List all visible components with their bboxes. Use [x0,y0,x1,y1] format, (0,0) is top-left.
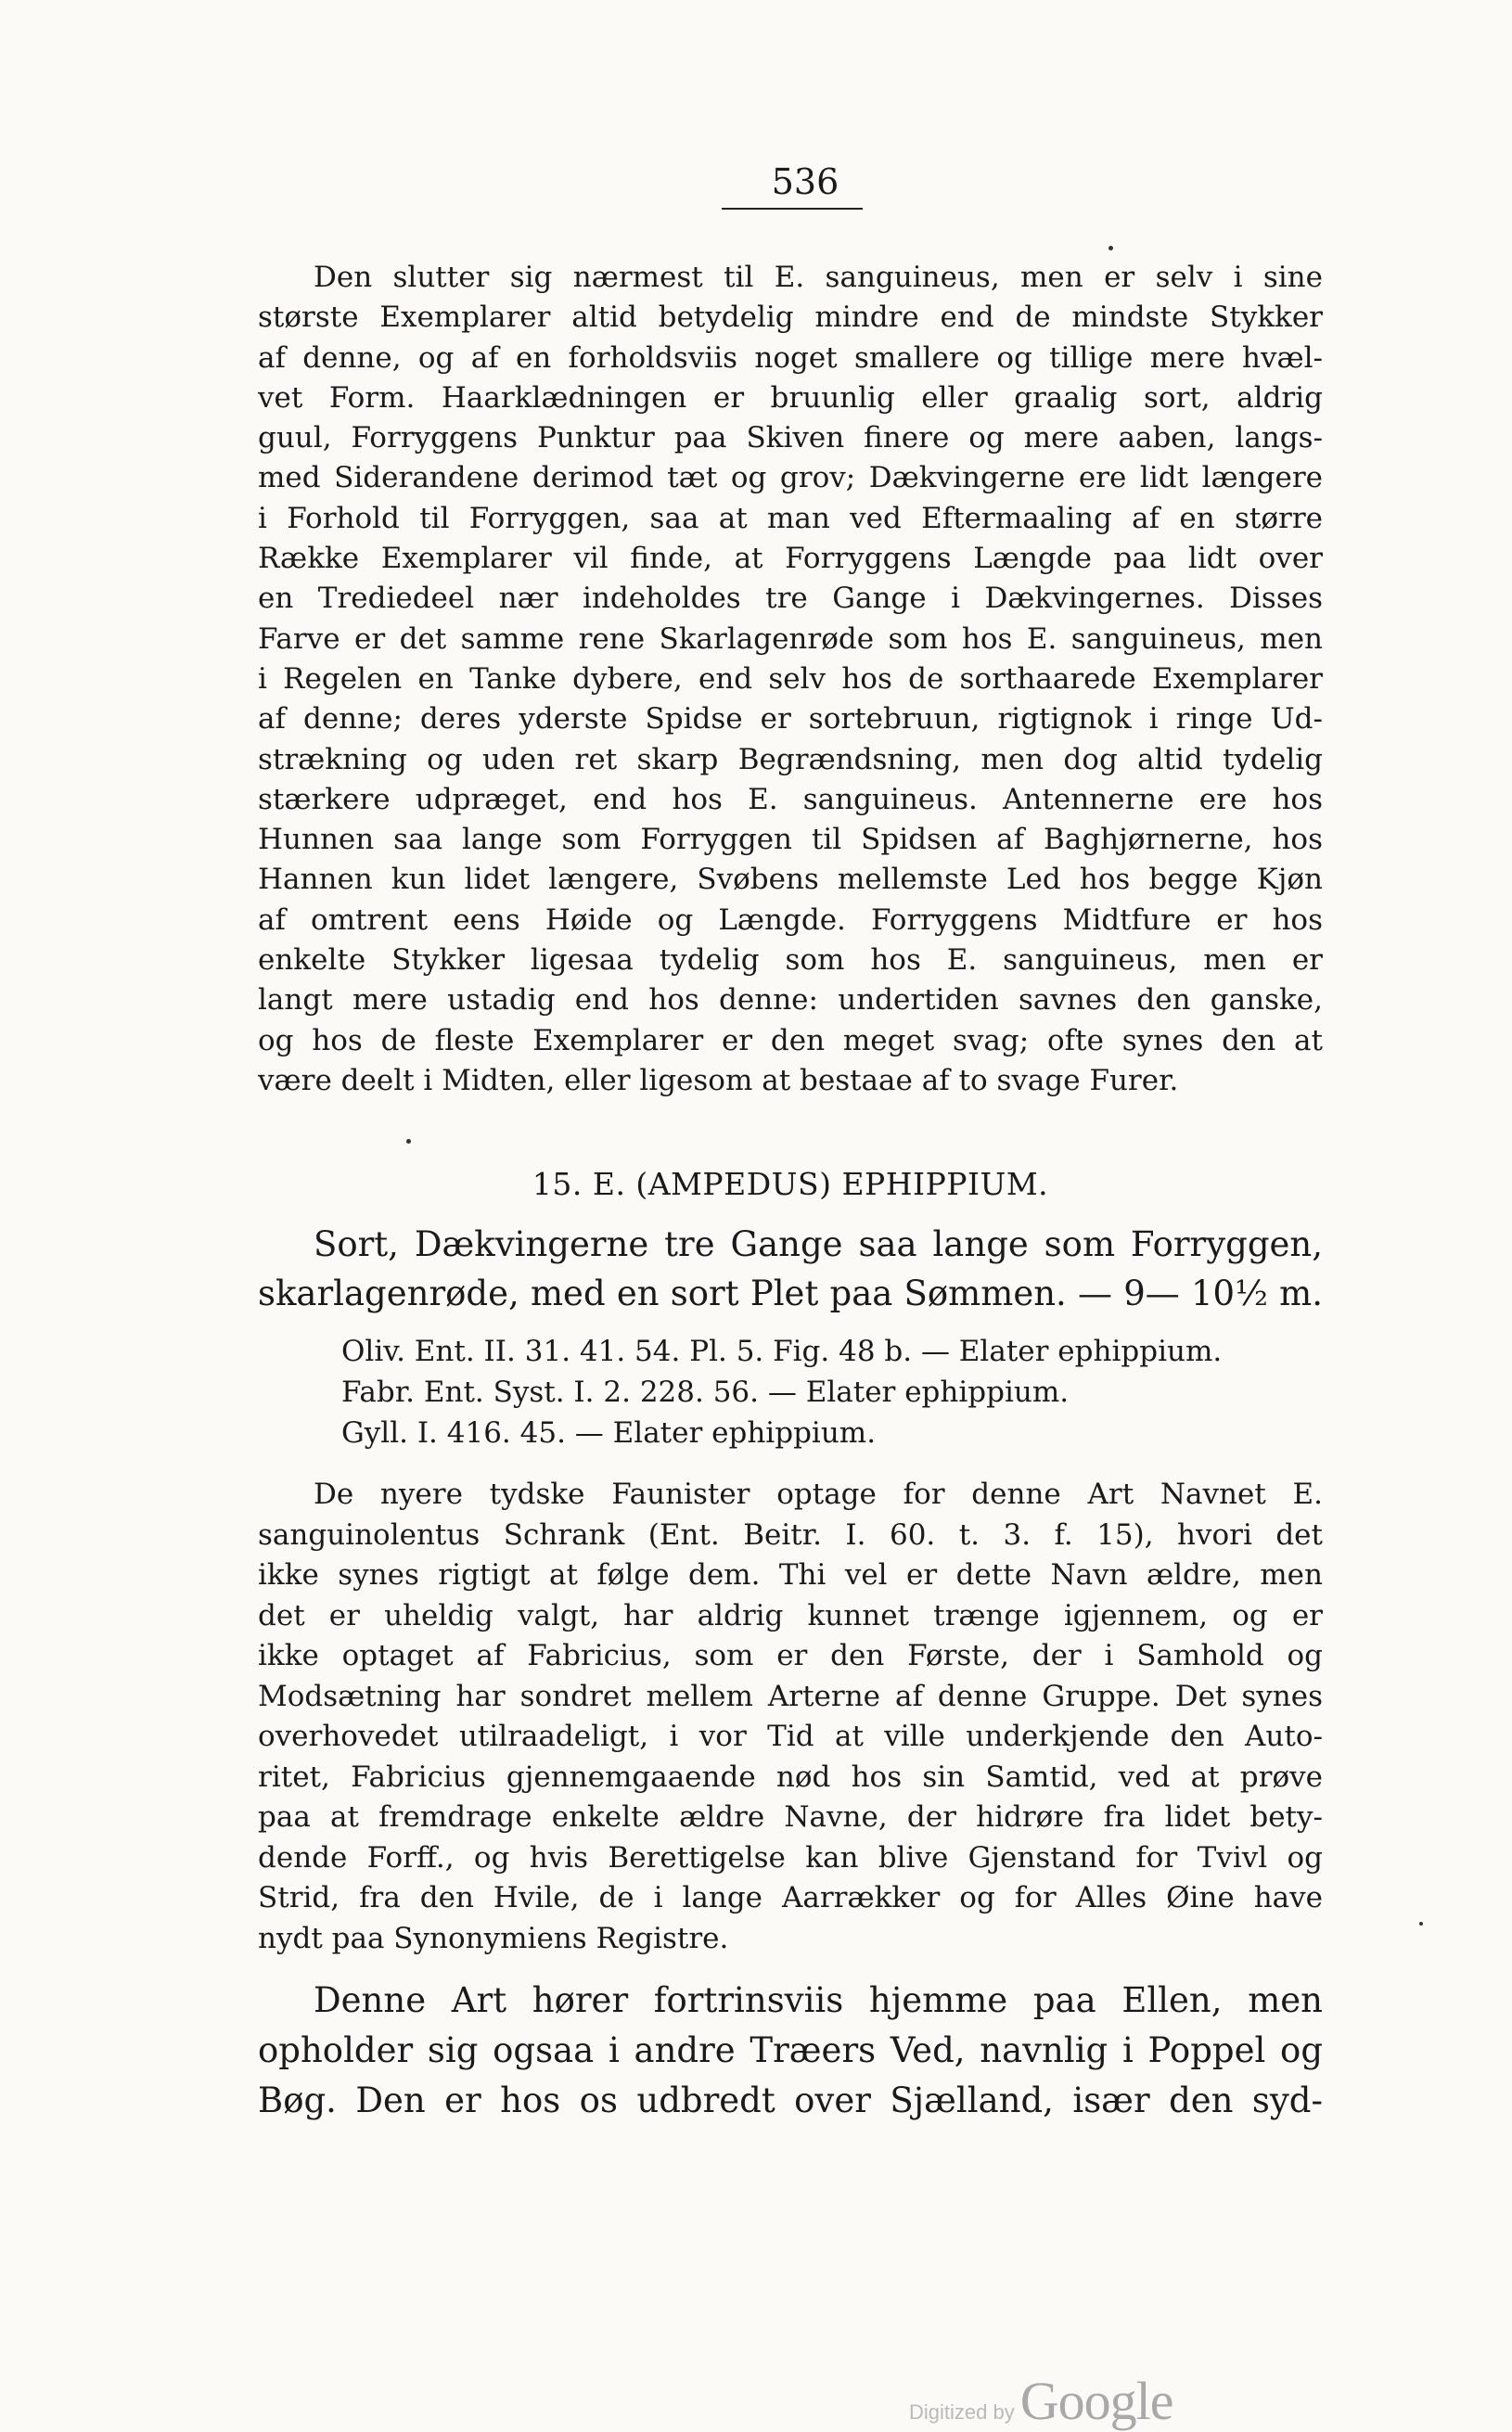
text-line: i Regelen en Tanke dybere, end selv hos de sorthaarede Exemplarer [258,661,1323,696]
text-line: paa at fremdrage enkelte ældre Navne, der hidrøre fra lidet bety- [258,1800,1323,1834]
text-line: Strid, fra den Hvile, de i lange Aarrækker og for Alles Øine have [258,1881,1323,1914]
text-line: af denne, og af en forholdsviis noget smallere og tillige mere hvæl- [258,340,1323,375]
paragraph-1 [258,258,1323,1101]
print-speck [406,1139,411,1144]
text-line: Hannen kun lidet længere, Svøbens mellemste Led hos begge Kjøn [258,863,1323,897]
species-diagnosis [258,1220,1323,1318]
text-line: De nyere tydske Faunister optage for denne Art Navnet E. [314,1478,1323,1511]
text-line: dende Forff., og hvis Berettigelse kan blive Gjenstand for Tvivl og [258,1840,1323,1875]
text-line: nydt paa Synonymiens Registre. [258,1921,729,1955]
text-line: ikke optaget af Fabricius, som er den Første, der i Samhold og [258,1639,1323,1672]
text-line: Række Exemplarer vil finde, at Forryggens Længde paa lidt over [258,542,1323,576]
reference-line: Fabr. Ent. Syst. I. 2. 228. 56. — Elater ephippium. [341,1376,1070,1409]
diagnosis-line: Sort, Dækvingerne tre Gange saa lange som Forryggen, [314,1224,1323,1264]
text-line: Den slutter sig nærmest til E. sanguineus, men er selv i sine [314,261,1323,294]
text-line: Hunnen saa lange som Forryggen til Spidsen af Baghjørnerne, hos [258,823,1323,857]
text-line: vet Form. Haarklædningen er bruunlig eller graalig sort, aldrig [258,380,1323,415]
text-line: en Trediedeel nær indeholdes tre Gange i Dækvingernes. Disses [258,582,1323,616]
text-line: og hos de fleste Exemplarer er den meget svag; ofte synes den at [258,1023,1323,1057]
text-line: opholder sig ogsaa i andre Træers Ved, navnlig i Poppel og [258,2030,1323,2070]
text-line: langt mere ustadig end hos denne: undertiden savnes den ganske, [258,983,1323,1018]
literature-references [341,1331,1325,1453]
print-speck [1108,246,1113,250]
paragraph-3 [258,1976,1323,2126]
text-line: være deelt i Midten, eller ligesom at bestaae af to svage Furer. [258,1063,1179,1097]
reference-line: Gyll. I. 416. 45. — Elater ephippium. [341,1416,877,1450]
text-line: største Exemplarer altid betydelig mindre end de mindste Stykker [258,301,1323,335]
text-line: strækning og uden ret skarp Begrændsning, men dog altid tydelig [258,742,1323,776]
digitized-watermark [909,2370,1172,2432]
text-line: af omtrent eens Høide og Længde. Forryggens Midtfure er hos [258,902,1323,937]
page-number: 536 [771,161,839,202]
text-line: ritet, Fabricius gjennemgaaende nød hos sin Samtid, ved at prøve [258,1760,1323,1794]
text-line: ikke synes rigtigt at følge dem. Thi vel er dette Navn ældre, men [258,1558,1323,1592]
text-line: Farve er det samme rene Skarlagenrøde som hos E. sanguineus, men [258,621,1323,656]
page-number-rule [722,208,863,210]
species-heading: 15. E. (AMPEDUS) EPHIPPIUM. [532,1166,1049,1202]
watermark-prefix: Digitized by [909,2400,1015,2424]
google-logo: Google [1019,2371,1173,2431]
reference-line: Oliv. Ent. II. 31. 41. 54. Pl. 5. Fig. 48 b. — Elater ephippium. [341,1335,1223,1368]
print-speck [1419,1922,1423,1926]
text-line: stærkere udpræget, end hos E. sanguineus. Antennerne ere hos [258,782,1323,816]
text-line: Bøg. Den er hos os udbredt over Sjælland, især den syd- [258,2080,1323,2120]
text-line: det er uheldig valgt, har aldrig kunnet trænge igjennem, og er [258,1598,1323,1632]
text-line: guul, Forryggens Punktur paa Skiven finere og mere aaben, langs- [258,421,1323,455]
text-line: Denne Art hører fortrinsviis hjemme paa Ellen, men [314,1980,1323,2020]
paragraph-2 [258,1475,1323,1959]
text-line: af denne; deres yderste Spidse er sortebruun, rigtignok i ringe Ud- [258,702,1323,736]
text-line: enkelte Stykker ligesaa tydelig som hos E. sanguineus, men er [258,943,1323,978]
diagnosis-line: skarlagenrøde, med en sort Plet paa Sømmen. — 9— 10½ m. [258,1274,1323,1313]
text-line: overhovedet utilraadeligt, i vor Tid at ville underkjende den Auto- [258,1720,1323,1753]
text-line: i Forhold til Forryggen, saa at man ved Eftermaaling af en større [258,501,1323,535]
text-line: Modsætning har sondret mellem Arterne af denne Gruppe. Det synes [258,1679,1323,1713]
text-line: sanguinolentus Schrank (Ent. Beitr. I. 60. t. 3. f. 15), hvori det [258,1517,1323,1552]
text-line: med Siderandene derimod tæt og grov; Dækvingerne ere lidt længere [258,461,1323,495]
